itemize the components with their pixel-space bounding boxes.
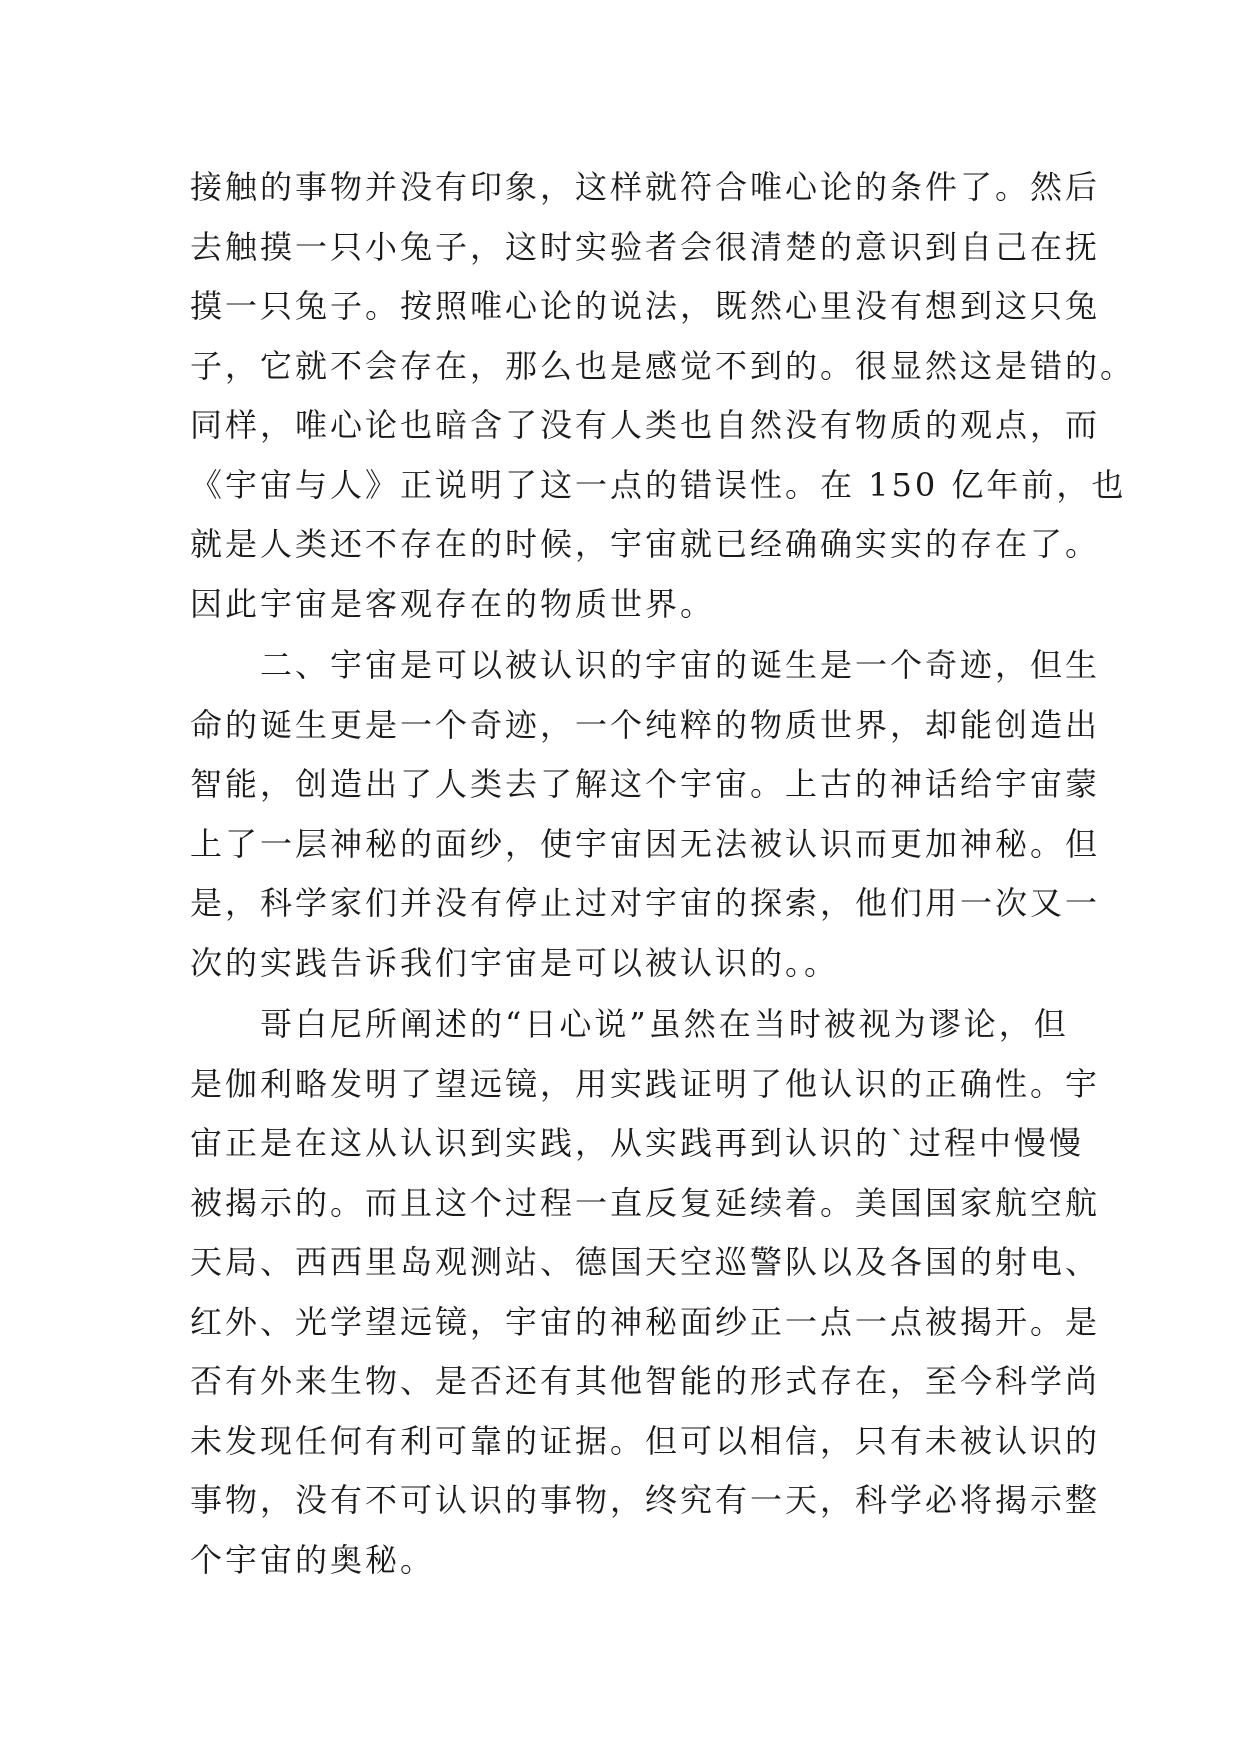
text-line: 去触摸一只小兔子，这时实验者会很清楚的意识到自己在抚 <box>190 227 1101 266</box>
text-line: 接触的事物并没有印象，这样就符合唯心论的条件了。然后 <box>190 168 1101 206</box>
text-line: 被揭示的。而且这个过程一直反复延续着。美国国家航空航 <box>190 1183 1101 1222</box>
text-line: 是伽利略发明了望远镜，用实践证明了他认识的正确性。宇 <box>190 1064 1101 1103</box>
text-line: 二、宇宙是可以被认识的宇宙的诞生是一个奇迹，但生 <box>190 646 1101 684</box>
document-body <box>190 158 1136 1590</box>
text-line: 红外、光学望远镜，宇宙的神秘面纱正一点一点被揭开。是 <box>190 1302 1101 1341</box>
text-line: 未发现任何有利可靠的证据。但可以相信，只有未被认识的 <box>190 1421 1101 1460</box>
text-line: 哥白尼所阐述的“日心说”虽然在当时被视为谬论，但 <box>190 1005 1069 1043</box>
text-line: 因此宇宙是客观存在的物质世界。 <box>190 584 716 623</box>
text-line: 摸一只兔子。按照唯心论的说法，既然心里没有想到这只兔 <box>190 287 1101 325</box>
paragraph <box>190 995 1101 1590</box>
text-line: 宙正是在这从认识到实践，从实践再到认识的`过程中慢慢 <box>190 1124 1085 1162</box>
text-line: 命的诞生更是一个奇迹，一个纯粹的物质世界，却能创造出 <box>190 705 1101 744</box>
text-line: 《宇宙与人》正说明了这一点的错误性。在 150 亿年前，也 <box>190 465 1127 504</box>
paragraph <box>190 158 1136 634</box>
text-line: 次的实践告诉我们宇宙是可以被认识的。。 <box>190 943 840 982</box>
text-line: 就是人类还不存在的时候，宇宙就已经确确实实的存在了。 <box>190 525 1101 563</box>
text-line: 事物，没有不可认识的事物，终究有一天，科学必将揭示整 <box>190 1481 1101 1519</box>
text-line: 个宇宙的奥秘。 <box>190 1540 436 1579</box>
text-line: 天局、西西里岛观测站、德国天空巡警队以及各国的射电、 <box>190 1243 1101 1281</box>
text-line: 否有外来生物、是否还有其他智能的形式存在，至今科学尚 <box>190 1362 1101 1400</box>
text-line: 是，科学家们并没有停止过对宇宙的探索，他们用一次又一 <box>190 884 1101 922</box>
text-line: 子，它就不会存在，那么也是感觉不到的。很显然这是错的。 <box>190 346 1136 385</box>
paragraph <box>190 636 1101 993</box>
text-line: 同样，唯心论也暗含了没有人类也自然没有物质的观点，而 <box>190 406 1101 444</box>
text-line: 上了一层神秘的面纱，使宇宙因无法被认识而更加神秘。但 <box>190 824 1101 863</box>
text-line: 智能，创造出了人类去了解这个宇宙。上古的神话给宇宙蒙 <box>190 765 1101 803</box>
